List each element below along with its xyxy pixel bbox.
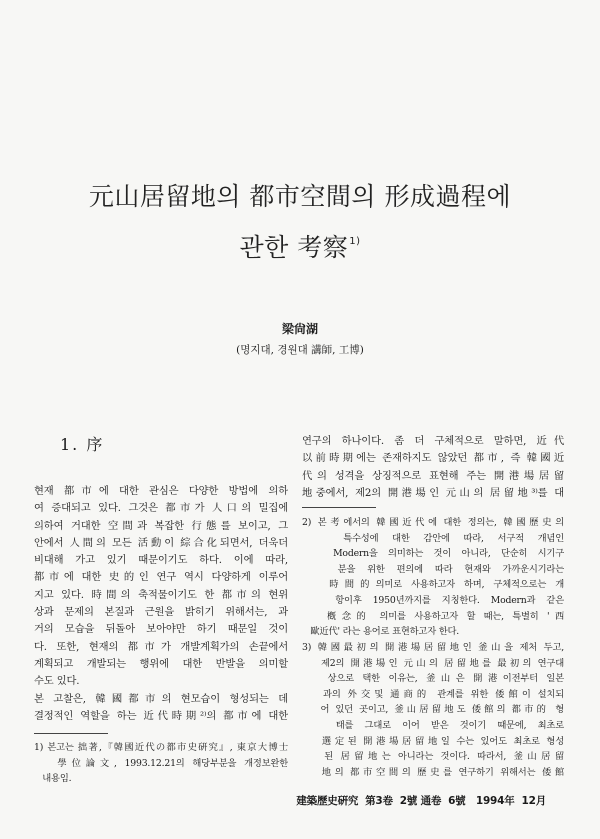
footnote-line: 상으로 택한 이유는, 釜山은 開港이전부터 일본 xyxy=(302,673,564,685)
text-line: 결정적인 역할을 하는 近代時期²⁾의 都市에 대한 xyxy=(34,709,288,722)
footnote-line: 2) 본考에서의 韓國近代에 대한 정의는, 韓國歷史의 xyxy=(302,517,564,528)
footnote-line: 1) 본고는 拙著,『韓國近代の都市史硏究』, 東京大博士 xyxy=(34,742,288,753)
footnote-line: 분을 위한 편의에 따라 현재와 가까운시기라는 xyxy=(302,563,564,575)
text-line: 현재 都市에 대한 관심은 다양한 방법에 의하 xyxy=(34,485,288,497)
text-line: 代의 성격을 상징적으로 표현해 주는 開港場居留 xyxy=(302,469,564,482)
footnote-line: 특수성에 대한 감안에 따라, 서구적 개념인 xyxy=(302,532,564,544)
footnote-3 xyxy=(302,640,564,780)
footnote-line: 과의 外交및 通商的 관계를 위한 倭館이 설치되 xyxy=(302,688,564,700)
text-line: 안에서 人間의 모든 活動이 綜合化되면서, 더욱더 xyxy=(34,536,288,549)
footnote-line: 地의 都市空間의 歷史를 연구하기 위해서는 倭館 xyxy=(302,766,564,778)
text-line: 다. 또한, 현재의 都市가 개발계획가의 손끝에서 xyxy=(34,640,288,653)
title-line2-text: 관한 考察 xyxy=(239,233,349,262)
footnote-line: 槪念的 의미를 사용하고자 할 때는, 특별히 '西 xyxy=(302,610,564,622)
footnote-line: 태를 그대로 이어 받은 것이기 때문에, 최초로 xyxy=(302,719,564,731)
footnote-line: 時間的의미로 사용하고자 하며, 구체적으로는 개 xyxy=(302,579,564,591)
footnote-line: 어 있던 곳이고, 釜山居留地도 倭館의 都市的 형 xyxy=(302,704,564,716)
text-line: 地중에서, 제2의 開港場인 元山의 居留地³⁾를 대 xyxy=(302,486,564,499)
journal-footer: 建築歷史硏究 第3卷 2號 通卷 6號 1994年 12月 xyxy=(296,795,546,807)
left-body-text xyxy=(34,483,288,725)
text-line: 비대해 가고 있기 때문이기도 하다. 이에 따라, xyxy=(34,554,288,567)
paper-title-line1: 元山居留地의 都市空間의 形成過程에 xyxy=(88,182,512,211)
text-line: 수도 있다. xyxy=(34,675,80,688)
text-line: 상과 문제의 본질과 근원을 밝히기 위해서는, 과 xyxy=(34,606,288,619)
footnote-line: 選定된 開港場居留地일 수는 있어도 최초로 형성 xyxy=(302,735,564,747)
text-line: 지고 있다. 時間의 축적물이기도 한 都市의 현위 xyxy=(34,588,288,601)
text-line: 본 고찰은, 韓國都市의 현모습이 형성되는 데 xyxy=(34,692,288,705)
title-footnote-mark: 1) xyxy=(349,236,361,247)
right-body-text xyxy=(302,433,564,502)
footnote-line: 제2의 開港場인 元山의 居留地를 最初의 연구대 xyxy=(302,657,564,669)
footnote-line: 3) 韓國最初의 開港場居留地인 釜山을 제처 두고, xyxy=(302,642,564,653)
footnote-1 xyxy=(34,740,288,787)
footnote-line: 된 居留地는 아니라는 것이다. 따라서, 釜山居留 xyxy=(302,751,564,763)
footnote-line: Modern을 의미하는 것이 아니라, 단순히 시기구 xyxy=(302,548,564,560)
text-line: 의하여 거대한 空間과 복잡한 行態를 보이고, 그 xyxy=(34,519,288,532)
paper-title-line2 xyxy=(0,228,600,264)
text-line: 거의 모습을 뒤돌아 보아야만 하기 때문일 것이 xyxy=(34,623,288,636)
text-line: 以前時期에는 존재하지도 않았던 都市, 즉 韓國近 xyxy=(302,452,564,465)
footnote-rule-right xyxy=(302,507,376,508)
text-line: 연구의 하나이다. 좀 더 구체적으로 말하면, 近代 xyxy=(302,435,564,447)
footnote-line: 學位論文, 1993.12.21의 해당부분을 개정보완한 xyxy=(34,757,288,769)
author-affiliation: (명지대, 경원대 講師, 工博) xyxy=(236,344,364,356)
footnote-line: 내용임. xyxy=(34,773,72,785)
author-name: 梁尙湖 xyxy=(281,322,318,336)
text-line: 계획되고 개발되는 행위에 대한 반발을 의미할 xyxy=(34,657,288,670)
footnote-line: 항이후 1950년까지를 지칭한다. Modern과 같은 xyxy=(302,594,564,606)
footnote-2 xyxy=(302,515,564,640)
footnote-rule-left xyxy=(34,733,108,734)
section-heading: 1. 序 xyxy=(60,435,105,454)
text-line: 여 증대되고 있다. 그것은 都市가 人口의 밀집에 xyxy=(34,502,288,515)
text-line: 都市에 대한 史的인 연구 역시 다양하게 이루어 xyxy=(34,571,288,584)
footnote-line: 歐近代' 라는 용어로 표현하고자 한다. xyxy=(302,626,460,638)
